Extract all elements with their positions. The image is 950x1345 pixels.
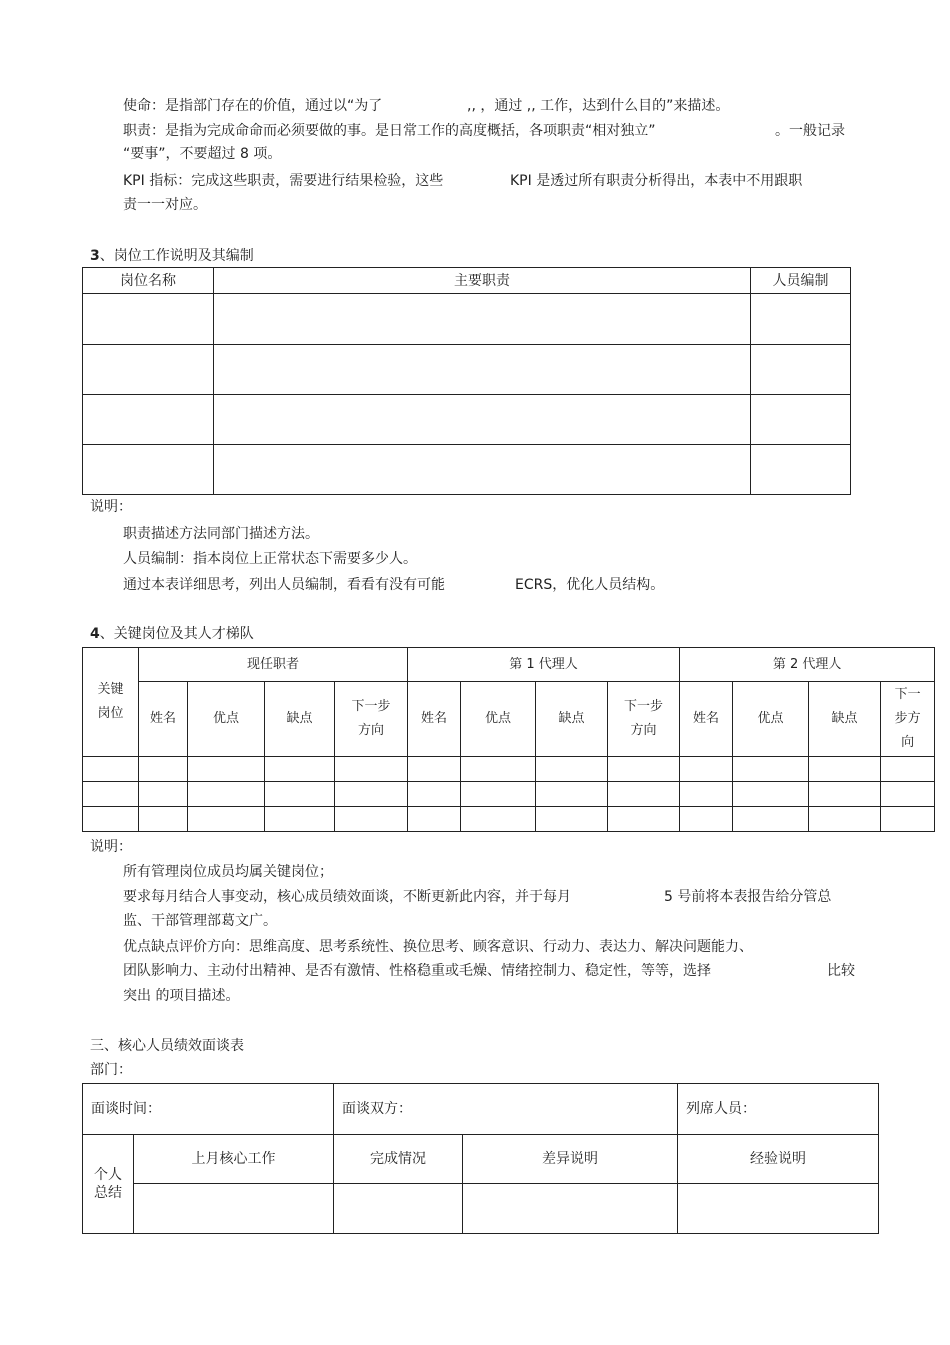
group-header-incumbent: 现任职者 bbox=[139, 648, 408, 682]
variance-cell[interactable] bbox=[463, 1184, 678, 1234]
table-cell[interactable] bbox=[188, 757, 265, 782]
position-duty-table bbox=[82, 267, 851, 495]
section3-note-label: 说明： bbox=[90, 499, 132, 515]
table-cell[interactable] bbox=[809, 807, 881, 832]
sub-header-weaknesses: 缺点 bbox=[809, 682, 881, 757]
section3-heading bbox=[90, 246, 254, 266]
mission-text: 使命：是指部门存在的价值，通过以“为了 bbox=[123, 98, 383, 114]
table-cell[interactable] bbox=[733, 807, 809, 832]
personal-summary-line2: 总结 bbox=[94, 1185, 122, 1201]
key-post-header bbox=[83, 648, 139, 757]
table-cell[interactable] bbox=[733, 782, 809, 807]
section3-note-3b: ECRS，优化人员结构。 bbox=[515, 577, 665, 593]
table-cell[interactable] bbox=[733, 757, 809, 782]
table-cell[interactable] bbox=[881, 757, 935, 782]
duty-text-line2: “要事”，不要超过 8 项。 bbox=[123, 146, 282, 162]
section4-note-5: 突出 的项目描述。 bbox=[123, 988, 240, 1004]
next-step-line2: 步方 bbox=[894, 711, 921, 726]
staffing-cell[interactable] bbox=[751, 345, 851, 395]
mission-text-end: ,, ，通过 ,, 工作，达到什么目的”来描述。 bbox=[467, 98, 730, 114]
interview-parties-field[interactable]: 面谈双方： bbox=[334, 1084, 678, 1135]
section4-note-2b: 5 号前将本表报告给分管总 bbox=[664, 889, 832, 905]
table-cell[interactable] bbox=[265, 807, 335, 832]
main-duties-cell[interactable] bbox=[214, 294, 751, 345]
experience-cell[interactable] bbox=[678, 1184, 879, 1234]
table-cell[interactable] bbox=[188, 782, 265, 807]
main-duties-cell[interactable] bbox=[214, 445, 751, 495]
table-cell[interactable] bbox=[335, 782, 408, 807]
position-name-cell[interactable] bbox=[83, 445, 214, 495]
completion-cell[interactable] bbox=[334, 1184, 463, 1234]
section-iii-title: 三、核心人员绩效面谈表 bbox=[90, 1038, 244, 1054]
table-cell[interactable] bbox=[809, 757, 881, 782]
key-post-line1: 关键 bbox=[97, 682, 124, 697]
table-cell[interactable] bbox=[809, 782, 881, 807]
section4-number: 4 bbox=[90, 626, 100, 642]
sub-header-strengths: 优点 bbox=[733, 682, 809, 757]
duty-text-line1: 职责：是指为完成命命而必须要做的事。是日常工作的高度概括，各项职责“相对独立” bbox=[123, 123, 656, 139]
table-cell[interactable] bbox=[139, 807, 188, 832]
next-step-line1: 下一 bbox=[894, 687, 921, 702]
table-cell[interactable] bbox=[265, 757, 335, 782]
department-label: 部门： bbox=[90, 1062, 132, 1078]
col-header-experience: 经验说明 bbox=[678, 1135, 879, 1184]
table-cell[interactable] bbox=[335, 807, 408, 832]
personal-summary-header bbox=[83, 1135, 134, 1234]
table-cell[interactable] bbox=[83, 807, 139, 832]
table-cell[interactable] bbox=[139, 782, 188, 807]
col-header-position-name: 岗位名称 bbox=[83, 268, 214, 294]
position-name-cell[interactable] bbox=[83, 395, 214, 445]
interview-time-field[interactable]: 面谈时间： bbox=[83, 1084, 334, 1135]
table-row bbox=[83, 294, 851, 345]
table-cell[interactable] bbox=[335, 757, 408, 782]
section4-heading bbox=[90, 624, 254, 644]
col-header-variance: 差异说明 bbox=[463, 1135, 678, 1184]
position-name-cell[interactable] bbox=[83, 345, 214, 395]
kpi-text-line1b: KPI 是透过所有职责分析得出，本表中不用跟职 bbox=[510, 173, 803, 189]
sub-header-next-step bbox=[335, 682, 408, 757]
table-cell[interactable] bbox=[680, 807, 733, 832]
table-row bbox=[83, 345, 851, 395]
sub-header-row bbox=[83, 682, 935, 757]
kpi-text-line1a: KPI 指标：完成这些职责，需要进行结果检验，这些 bbox=[123, 173, 444, 189]
table-cell[interactable] bbox=[608, 782, 680, 807]
main-duties-cell[interactable] bbox=[214, 345, 751, 395]
section3-title: 、岗位工作说明及其编制 bbox=[99, 248, 254, 264]
table-cell[interactable] bbox=[680, 782, 733, 807]
group-header-deputy-2: 第 2 代理人 bbox=[680, 648, 935, 682]
table-row bbox=[83, 1184, 879, 1234]
sub-header-name: 姓名 bbox=[680, 682, 733, 757]
section4-title: 、关键岗位及其人才梯队 bbox=[99, 626, 254, 642]
next-step-line1: 下一步 bbox=[351, 699, 391, 714]
sub-header-next-step bbox=[608, 682, 680, 757]
section4-note-3: 优点缺点评价方向：思维高度、思考系统性、换位思考、顾客意识、行动力、表达力、解决问题能力、 bbox=[123, 939, 753, 955]
table-cell[interactable] bbox=[536, 807, 608, 832]
section4-note-2a: 要求每月结合人事变动，核心成员绩效面谈，不断更新此内容，并于每月 bbox=[123, 889, 571, 905]
table-cell[interactable] bbox=[461, 807, 536, 832]
interview-info-row bbox=[83, 1084, 879, 1135]
core-work-cell[interactable] bbox=[134, 1184, 334, 1234]
sub-header-weaknesses: 缺点 bbox=[265, 682, 335, 757]
key-post-line2: 岗位 bbox=[97, 706, 124, 721]
sub-header-strengths: 优点 bbox=[461, 682, 536, 757]
section3-note-1: 职责描述方法同部门描述方法。 bbox=[123, 526, 319, 542]
next-step-line2: 方向 bbox=[358, 723, 385, 738]
section3-note-3a: 通过本表详细思考，列出人员编制，看看有没有可能 bbox=[123, 577, 445, 593]
staffing-cell[interactable] bbox=[751, 445, 851, 495]
personal-summary-line1: 个人 bbox=[94, 1167, 122, 1183]
sub-header-next-step bbox=[881, 682, 935, 757]
duty-text-line1-end: 。一般记录 bbox=[775, 123, 845, 139]
next-step-line2: 方向 bbox=[630, 723, 657, 738]
table-cell[interactable] bbox=[265, 782, 335, 807]
table-cell[interactable] bbox=[408, 757, 461, 782]
sub-header-strengths: 优点 bbox=[188, 682, 265, 757]
staffing-cell[interactable] bbox=[751, 395, 851, 445]
table-row bbox=[83, 807, 935, 832]
table-cell[interactable] bbox=[139, 757, 188, 782]
table-cell[interactable] bbox=[408, 807, 461, 832]
table-cell[interactable] bbox=[881, 807, 935, 832]
table-row bbox=[83, 757, 935, 782]
next-step-line3: 向 bbox=[901, 735, 915, 750]
table-row bbox=[83, 395, 851, 445]
col-header-completion: 完成情况 bbox=[334, 1135, 463, 1184]
table-header-row bbox=[83, 268, 851, 294]
table-cell[interactable] bbox=[461, 782, 536, 807]
interview-table bbox=[82, 1083, 879, 1234]
summary-header-row bbox=[83, 1135, 879, 1184]
col-header-main-duties: 主要职责 bbox=[214, 268, 751, 294]
col-header-last-month-core-work: 上月核心工作 bbox=[134, 1135, 334, 1184]
table-cell[interactable] bbox=[608, 807, 680, 832]
section4-note-4a: 团队影响力、主动付出精神、是否有激情、性格稳重或毛燥、情绪控制力、稳定性，等等，选择 bbox=[123, 963, 711, 979]
table-cell[interactable] bbox=[608, 757, 680, 782]
staffing-cell[interactable] bbox=[751, 294, 851, 345]
table-cell[interactable] bbox=[188, 807, 265, 832]
table-cell[interactable] bbox=[680, 757, 733, 782]
section4-note-label: 说明： bbox=[90, 839, 132, 855]
talent-pipeline-table bbox=[82, 647, 935, 832]
section4-note-1: 所有管理岗位成员均属关键岗位； bbox=[123, 864, 333, 880]
table-cell[interactable] bbox=[83, 757, 139, 782]
section3-note-2: 人员编制：指本岗位上正常状态下需要多少人。 bbox=[123, 551, 417, 567]
section3-number: 3 bbox=[90, 248, 100, 264]
next-step-line1: 下一步 bbox=[624, 699, 664, 714]
table-row bbox=[83, 445, 851, 495]
group-header-row bbox=[83, 648, 935, 682]
sub-header-name: 姓名 bbox=[139, 682, 188, 757]
table-cell[interactable] bbox=[536, 782, 608, 807]
sub-header-name: 姓名 bbox=[408, 682, 461, 757]
table-cell[interactable] bbox=[536, 757, 608, 782]
table-cell[interactable] bbox=[408, 782, 461, 807]
kpi-text-line2: 责一一对应。 bbox=[123, 197, 207, 213]
section4-note-4b: 比较 bbox=[827, 963, 855, 979]
table-cell[interactable] bbox=[881, 782, 935, 807]
col-header-staffing: 人员编制 bbox=[751, 268, 851, 294]
sub-header-weaknesses: 缺点 bbox=[536, 682, 608, 757]
main-duties-cell[interactable] bbox=[214, 395, 751, 445]
group-header-deputy-1: 第 1 代理人 bbox=[408, 648, 680, 682]
section4-note-2c: 监、干部管理部葛文广。 bbox=[123, 913, 277, 929]
table-row bbox=[83, 782, 935, 807]
position-name-cell[interactable] bbox=[83, 294, 214, 345]
table-cell[interactable] bbox=[83, 782, 139, 807]
attendees-field[interactable]: 列席人员： bbox=[678, 1084, 879, 1135]
table-cell[interactable] bbox=[461, 757, 536, 782]
